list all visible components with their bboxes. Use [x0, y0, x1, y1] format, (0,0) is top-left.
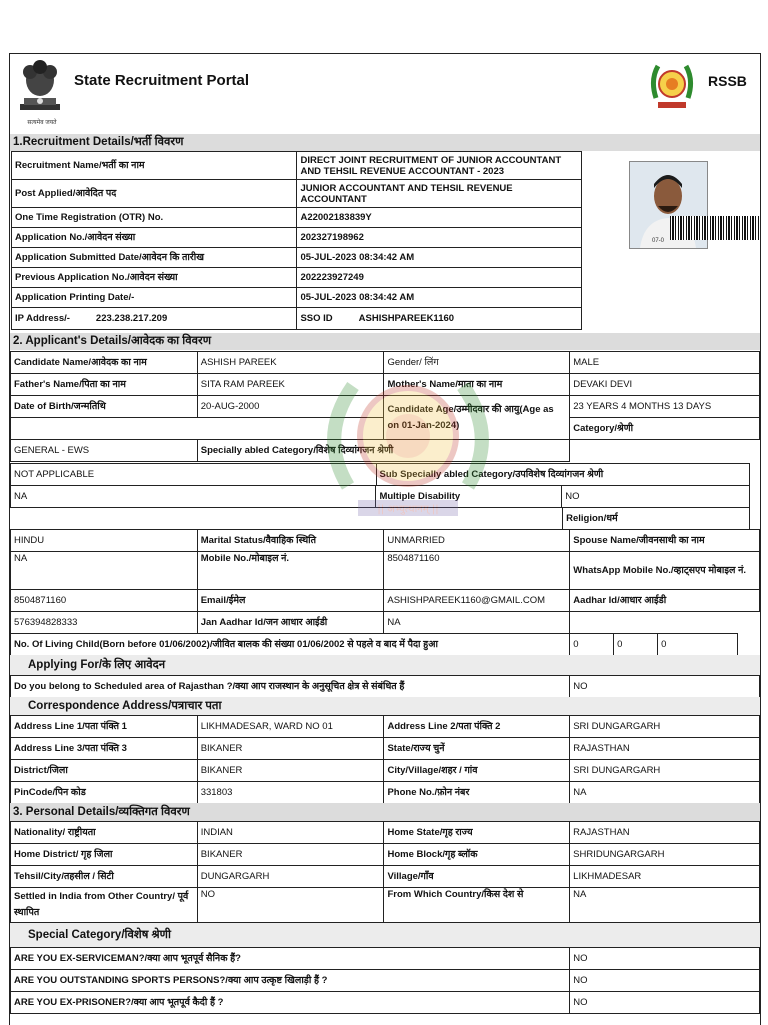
home-block-value: SHRIDUNGARGARH [570, 844, 760, 866]
address-line2-value: SRI DUNGARGARH [570, 716, 760, 738]
submitted-value: 05-JUL-2023 08:34:42 AM [297, 248, 582, 268]
tehsil-label: Tehsil/City/तहसील / सिटी [11, 866, 198, 888]
nationality-value: INDIAN [197, 822, 384, 844]
special-table [10, 947, 760, 1014]
ex-prisoner-value: NO [570, 992, 760, 1014]
org-name: RSSB [708, 73, 747, 89]
city-value: SRI DUNGARGARH [570, 760, 760, 782]
address-line3-value: BIKANER [197, 738, 384, 760]
ip-cell [12, 308, 297, 330]
scheduled-area-table [10, 675, 760, 698]
phone-value: NA [570, 782, 760, 804]
submitted-label: Application Submitted Date/आवेदन कि तारीख [12, 248, 297, 268]
marital-value: UNMARRIED [384, 530, 570, 552]
otr-label: One Time Registration (OTR) No. [12, 208, 297, 228]
rssb-logo-icon [648, 58, 696, 116]
city-label: City/Village/शहर / गांव [384, 760, 570, 782]
pincode-value: 331803 [197, 782, 384, 804]
living-child-value-3: 0 [658, 634, 738, 656]
applicant-table-5 [10, 529, 760, 634]
category-label: Category/श्रेणी [570, 418, 760, 440]
section-correspondence-title: Correspondence Address/पत्राचार पता [10, 697, 760, 715]
address-line2-label: Address Line 2/पता पंक्ति 2 [384, 716, 570, 738]
candidate-name-value: ASHISH PAREEK [197, 352, 384, 374]
print-date-label: Application Printing Date/- [12, 288, 297, 308]
phone-label: Phone No./फ़ोन नंबर [384, 782, 570, 804]
dob-label: Date of Birth/जन्मतिथि [11, 396, 198, 418]
appno-label: Application No./आवेदन संख्या [12, 228, 297, 248]
state-label: State/राज्य चुनें [384, 738, 570, 760]
watermark-text: || अभ्युत्थानम् || [377, 504, 439, 515]
applicant-table-1 [10, 351, 760, 462]
post-value: JUNIOR ACCOUNTANT AND TEHSIL REVENUE ACCOUNTANT [297, 180, 582, 208]
photo-caption: 07-0 [652, 238, 665, 244]
living-child-value-1: 0 [570, 634, 614, 656]
living-child-label: No. Of Living Child(Born before 01/06/2002)/जीवित बालक की संख्या 01/06/2002 से पहले व बाद में पैदा हुआ [11, 634, 570, 656]
multiple-disability-label: Multiple Disability [376, 486, 562, 508]
address-table [10, 715, 760, 804]
home-block-label: Home Block/गृह ब्लॉक [384, 844, 570, 866]
spouse-label: Spouse Name/जीवनसाथी का नाम [570, 530, 760, 552]
print-date-value: 05-JUL-2023 08:34:42 AM [297, 288, 582, 308]
section-applicant-title: 2. Applicant's Details/आवेदक का विवरण [10, 333, 760, 350]
email-label: Email/ईमेल [197, 590, 384, 612]
ex-serviceman-label: ARE YOU EX-SERVICEMAN?/क्या आप भूतपूर्व सैनिक हैं? [11, 948, 570, 970]
district-label: District/जिला [11, 760, 198, 782]
jan-aadhar-label: Jan Aadhar Id/जन आधार आईडी [197, 612, 384, 634]
age-value: 23 YEARS 4 MONTHS 13 DAYS [570, 396, 760, 418]
multiple-disability-value: NO [562, 486, 750, 508]
ex-prisoner-label: ARE YOU EX-PRISONER?/क्या आप भूतपूर्व कैदी हैं ? [11, 992, 570, 1014]
address-line3-label: Address Line 3/पता पंक्ति 3 [11, 738, 198, 760]
district-value: BIKANER [197, 760, 384, 782]
mobile-value: 8504871160 [384, 552, 570, 590]
aadhar-label: Aadhar Id/आधार आईडी [570, 590, 760, 612]
post-label: Post Applied/आवेदित पद [12, 180, 297, 208]
recruitment-name-value: DIRECT JOINT RECRUITMENT OF JUNIOR ACCOUNTANT AND TEHSIL REVENUE ACCOUNTANT - 2023 [297, 152, 582, 180]
dob-value: 20-AUG-2000 [197, 396, 384, 418]
nationality-label: Nationality/ राष्ट्रीयता [11, 822, 198, 844]
recruitment-table [11, 151, 582, 330]
sports-label: ARE YOU OUTSTANDING SPORTS PERSONS?/क्या आप उत्कृष्ट खिलाड़ी हैं ? [11, 970, 570, 992]
from-country-label: From Which Country/किस देश से [384, 888, 570, 923]
jan-aadhar-value: NA [384, 612, 570, 634]
prev-app-label: Previous Application No./आवेदन संख्या [12, 268, 297, 288]
blank-cell [11, 418, 384, 440]
living-child-table [10, 633, 738, 656]
otr-value: A22002183839Y [297, 208, 582, 228]
spouse-value: NA [11, 552, 198, 590]
sub-specially-abled-value: NA [11, 486, 376, 508]
religion-value: HINDU [11, 530, 198, 552]
home-state-label: Home State/गृह राज्य [384, 822, 570, 844]
sso-value: ASHISHPAREEK1160 [358, 313, 455, 324]
recruitment-name-label: Recruitment Name/भर्ती का नाम [12, 152, 297, 180]
from-country-value: NA [570, 888, 760, 923]
emblem-motto: सत्यमेव जयते [27, 120, 57, 126]
mother-label: Mother's Name/माता का नाम [384, 374, 570, 396]
address-line1-value: LIKHMADESAR, WARD NO 01 [197, 716, 384, 738]
gender-label: Gender/ लिंग [384, 352, 570, 374]
national-emblem-icon [16, 58, 64, 116]
category-value: GENERAL - EWS [11, 440, 198, 462]
personal-table [10, 821, 760, 923]
mobile-label: Mobile No./मोबाइल नं. [197, 552, 384, 590]
scheduled-area-value: NO [570, 676, 760, 698]
section-recruitment-title: 1.Recruitment Details/भर्ती विवरण [10, 134, 760, 151]
applicant-table-2 [10, 463, 750, 486]
section-personal-title: 3. Personal Details/व्यक्तिगत विवरण [10, 803, 760, 821]
home-state-value: RAJASTHAN [570, 822, 760, 844]
address-line1-label: Address Line 1/पता पंक्ति 1 [11, 716, 198, 738]
settled-value: NO [197, 888, 384, 923]
prev-app-value: 202223927249 [297, 268, 582, 288]
sso-label: SSO ID [300, 313, 333, 324]
age-label: Candidate Age/उम्मीदवार की आयु(Age as on 01-Jan-2024) [384, 396, 570, 440]
email-value: ASHISHPAREEK1160@GMAIL.COM [384, 590, 570, 612]
applicant-table-3 [10, 485, 750, 508]
scheduled-area-label: Do you belong to Scheduled area of Rajasthan ?/क्या आप राजस्थान के अनुसूचित क्षेत्र से संबंधित हैं [11, 676, 570, 698]
home-district-label: Home District/ गृह जिला [11, 844, 198, 866]
form-header [10, 54, 760, 132]
sports-value: NO [570, 970, 760, 992]
state-value: RAJASTHAN [570, 738, 760, 760]
candidate-name-label: Candidate Name/आवेदक का नाम [11, 352, 198, 374]
home-district-value: BIKANER [197, 844, 384, 866]
aadhar-value: 576394828333 [11, 612, 198, 634]
village-value: LIKHMADESAR [570, 866, 760, 888]
tehsil-value: DUNGARGARH [197, 866, 384, 888]
ex-serviceman-value: NO [570, 948, 760, 970]
section-applying-title: Applying For/के लिए आवेदन [10, 655, 760, 675]
pincode-label: PinCode/पिन कोड [11, 782, 198, 804]
religion-label: Religion/धर्म [563, 508, 750, 530]
mother-value: DEVAKI DEVI [570, 374, 760, 396]
portal-title: State Recruitment Portal [74, 72, 250, 89]
section-special-title: Special Category/विशेष श्रेणी [10, 923, 760, 947]
marital-label: Marital Status/वैवाहिक स्थिति [197, 530, 384, 552]
whatsapp-label: WhatsApp Mobile No./व्हाट्सएप मोबाइल नं. [570, 552, 760, 590]
whatsapp-value: 8504871160 [11, 590, 198, 612]
father-label: Father's Name/पिता का नाम [11, 374, 198, 396]
settled-label: Settled in India from Other Country/ पूर्व स्थापित [11, 888, 198, 923]
sso-cell [297, 308, 582, 330]
applicant-table-4 [10, 507, 750, 530]
barcode [670, 216, 760, 240]
father-value: SITA RAM PAREEK [197, 374, 384, 396]
specially-abled-label: Specially abled Category/विशेष दिव्यांगजन श्रेणी [197, 440, 569, 462]
ip-value: 223.238.217.209 [95, 313, 168, 324]
gender-value: MALE [570, 352, 760, 374]
village-label: Village/गाँव [384, 866, 570, 888]
specially-abled-value: NOT APPLICABLE [11, 464, 377, 486]
sub-specially-abled-label: Sub Specially abled Category/उपविशेष दिव्यांगजन श्रेणी [376, 464, 749, 486]
appno-value: 202327198962 [297, 228, 582, 248]
ip-label: IP Address/- [15, 313, 70, 324]
living-child-value-2: 0 [614, 634, 658, 656]
application-form [9, 53, 761, 1025]
